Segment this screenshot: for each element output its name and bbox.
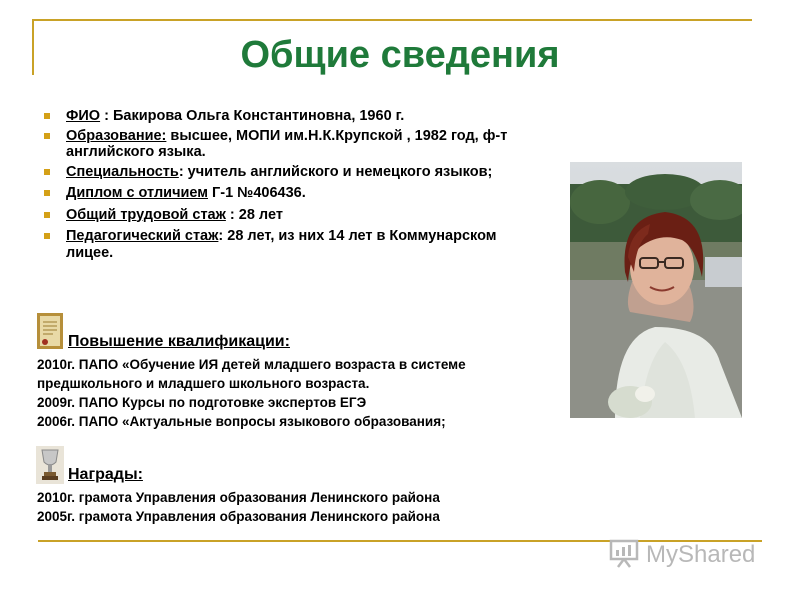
fact-education <box>44 128 544 161</box>
fact-key: Общий трудовой стаж <box>66 206 226 223</box>
qualification-list <box>37 355 466 431</box>
bullet-icon <box>44 190 50 196</box>
qualification-line: 2006г. ПАПО «Актуальные вопросы языкового образования; <box>37 414 446 429</box>
bullet-icon <box>44 233 50 239</box>
fact-key: Специальность <box>66 163 179 180</box>
bullet-icon <box>44 169 50 175</box>
award-line: 2010г. грамота Управления образования Ленинского района <box>37 490 440 505</box>
fact-key: Диплом с отличием <box>66 185 208 201</box>
awards-list <box>37 488 440 526</box>
fact-text: Г-1 №406436. <box>208 185 306 201</box>
fact-diploma <box>44 185 544 202</box>
fact-name <box>44 108 544 125</box>
qualification-title: Повышение квалификации: <box>68 333 290 350</box>
qualification-line: предшкольного и младшего школьного возраста. <box>37 376 370 391</box>
bullet-icon <box>44 133 50 139</box>
fact-text: : 28 лет, из них 14 лет в Коммунарском лицее. <box>66 228 497 261</box>
fact-text: : Бакирова Ольга Константиновна, 1960 г. <box>100 108 405 124</box>
myshared-logo-icon <box>608 537 640 574</box>
fact-total-experience <box>44 207 544 224</box>
qualification-line: 2010г. ПАПО «Обучение ИЯ детей младшего возраста в системе <box>37 357 466 372</box>
certificate-icon <box>36 312 64 350</box>
fact-text: высшее, МОПИ им.Н.К.Крупской , 1982 год, ф-т английского языка. <box>66 127 508 160</box>
awards-title: Награды: <box>68 466 143 483</box>
facts-list <box>44 108 544 266</box>
fact-key: Образование: <box>66 127 167 144</box>
myshared-watermark <box>608 537 768 573</box>
frame-top-line <box>32 19 752 21</box>
fact-text: : 28 лет <box>225 206 283 223</box>
award-line: 2005г. грамота Управления образования Ленинского района <box>37 509 440 524</box>
qualification-line: 2009г. ПАПО Курсы по подготовке экспертов ЕГЭ <box>37 395 367 410</box>
bullet-icon <box>44 113 50 119</box>
fact-specialty <box>44 164 526 181</box>
fact-teaching-experience <box>44 228 506 261</box>
fact-key: Педагогический стаж <box>66 228 219 244</box>
page-title: Общие сведения <box>240 34 560 76</box>
fact-text: : учитель английского и немецкого языков; <box>178 163 493 180</box>
portrait-photo <box>570 162 742 418</box>
fact-key: ФИО <box>66 108 101 124</box>
watermark-text: MyShared <box>646 541 756 568</box>
bullet-icon <box>44 212 50 218</box>
trophy-icon <box>36 446 64 484</box>
